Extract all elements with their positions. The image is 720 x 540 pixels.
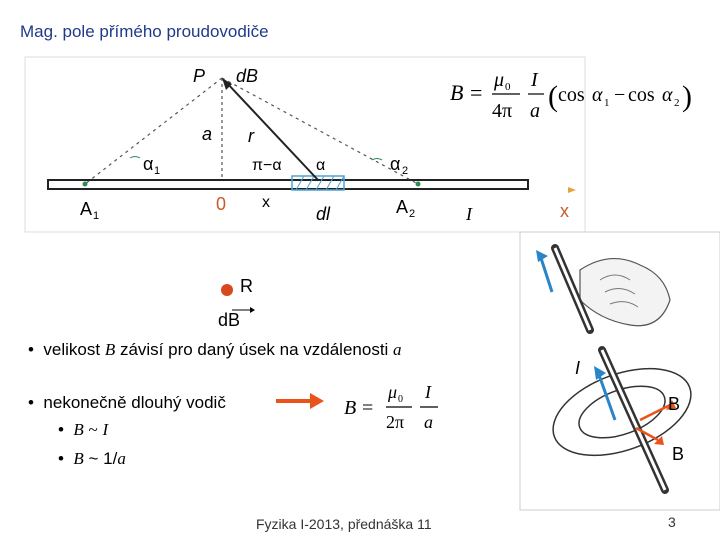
svg-text:α: α [662,84,673,106]
implies-arrow [276,393,324,409]
label-a1: A [80,199,93,219]
svg-text:α: α [592,84,603,106]
label-alpha2: α [390,154,401,174]
page-number: 3 [668,514,676,530]
right-hand-picture [520,232,720,510]
formula-main [450,69,692,122]
svg-text:B: B [450,80,464,105]
svg-text:4π: 4π [492,100,513,122]
label-p: P [193,66,206,86]
label-alpha2-sub: 2 [402,165,409,177]
svg-text:cos: cos [628,84,655,106]
label-x-small: x [262,194,270,211]
point-r [221,284,233,296]
slide-title: Mag. pole přímého proudovodiče [20,22,269,41]
label-pi-minus-alpha: π−α [252,157,282,174]
right-label-b1: B [668,394,681,414]
svg-text:0: 0 [505,81,511,93]
label-a2: A [396,197,409,217]
bullet-4: • B ~ 1/a [58,449,126,468]
label-db-bottom: dB [218,310,241,330]
label-r-point: R [240,276,253,296]
label-zero: 0 [216,194,227,214]
angle-alpha2-arc [372,159,382,161]
svg-text:I: I [531,69,538,91]
label-alpha1: α [143,154,154,174]
svg-text:cos: cos [558,84,585,106]
label-alpha1-sub: 1 [154,165,161,177]
label-r: r [248,126,254,146]
bullet-2: • nekonečně dlouhý vodič [28,393,226,412]
right-label-b2: B [672,444,685,464]
label-a: a [202,124,213,144]
svg-text:B: B [344,397,357,419]
svg-text:(: ( [548,80,558,113]
svg-text:a: a [424,412,433,432]
svg-text:1: 1 [604,97,610,109]
right-label-i: I [575,358,581,378]
angle-alpha1-arc [130,157,140,159]
x-axis-tick [568,187,576,193]
svg-text:0: 0 [398,394,403,405]
svg-text:a: a [530,100,540,122]
svg-text:2π: 2π [386,412,405,432]
svg-text:): ) [682,80,692,113]
conductor-bar [48,180,528,189]
label-dl: dl [316,204,331,224]
bullet-1: • velikost B závisí pro daný úsek na vzdálenosti a [28,340,402,359]
label-x-axis: x [560,201,569,221]
svg-text:I: I [425,382,431,402]
formula-infinite [344,382,438,432]
label-alpha: α [316,157,326,174]
bullet-3: • B ~ I [58,420,109,439]
svg-text:2: 2 [674,97,680,109]
label-db: dB [236,66,259,86]
svg-text:−: − [614,84,626,106]
svg-text:μ: μ [494,69,505,91]
label-a1-sub: 1 [93,210,100,222]
label-a2-sub: 2 [409,208,416,220]
label-i: I [466,204,472,224]
svg-text:=: = [362,397,374,419]
footer-text: Fyzika I-2013, přednáška 11 [256,516,432,532]
svg-text:μ: μ [388,382,398,402]
svg-text:=: = [470,80,483,105]
